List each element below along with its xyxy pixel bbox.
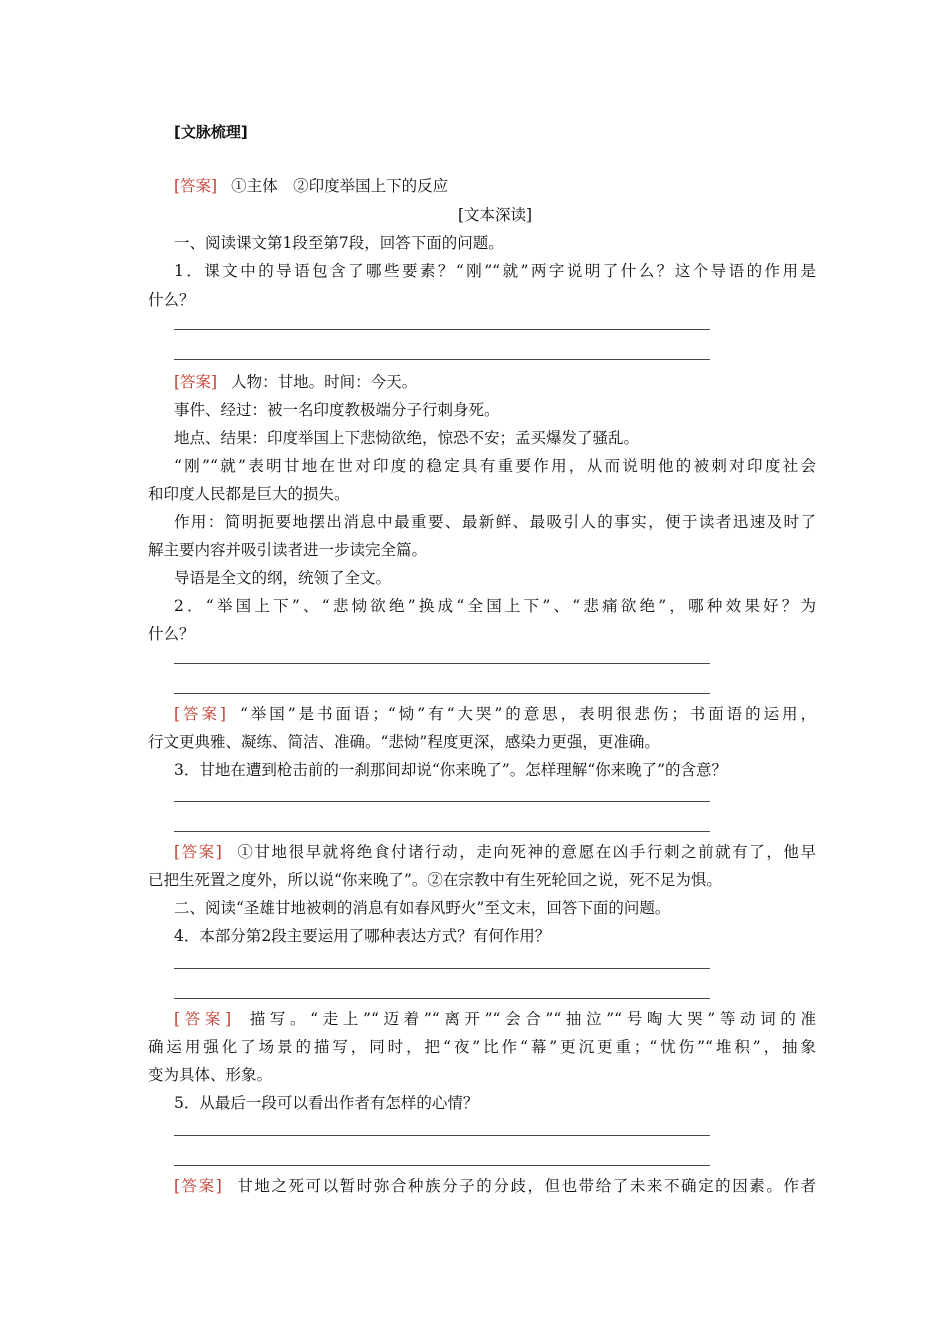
answer-4-line-1 [174,1005,816,1033]
answer-blank-line [174,831,710,832]
answer-4-line-3: 变为具体、形象。 [148,1066,273,1084]
answer-1-line-7: 解主要内容并吸引读者进一步读完全篇。 [148,541,428,559]
answer-5-text: 甘地之死可以暂时弥合种族分子的分歧，但也带给了未来不确定的因素。作者 [235,1177,816,1195]
answer-blank-line [174,693,710,694]
answer-label: [答案] [174,1010,232,1028]
answer-label: [答案] [174,843,222,861]
answer-1-line-4: “刚”“就”表明甘地在世对印度的稳定具有重要作用，从而说明他的被刺对印度社会 [174,457,816,475]
question-2-line-1: 2．“举国上下”、“悲恸欲绝”换成“全国上下”、“悲痛欲绝”，哪种效果好？为 [174,597,816,615]
answer-1-line-3: 地点、结果：印度举国上下悲恸欲绝，惊恐不安；孟买爆发了骚乱。 [174,429,640,447]
question-2-line-2: 什么？ [148,625,195,643]
answer-blank-line [174,998,710,999]
question-5-line-1: 5．从最后一段可以看出作者有怎样的心情？ [174,1094,479,1112]
answer-4-line-2: 确运用强化了场景的描写，同时，把“夜”比作“幕”更沉更重；“忧伤”“堆积”，抽象 [148,1038,816,1056]
answer-3-line-2: 已把生死置之度外，所以说“你来晚了”。②在宗教中有生死轮回之说，死不足为惧。 [148,871,722,889]
question-3-line-1: 3．甘地在遭到枪击前的一刹那间却说“你来晚了”。怎样理解“你来晚了”的含意？ [174,761,728,779]
part1-heading: 一、阅读课文第1段至第7段，回答下面的问题。 [174,234,504,252]
answer-2-text: “举国”是书面语；“恸”有“大哭”的意思，表明很悲伤；书面语的运用， [239,705,816,723]
answer-1-line-8: 导语是全文的纲，统领了全文。 [174,569,392,587]
answer-2-line-2: 行文更典雅、凝练、简洁、准确。“悲恸”程度更深，感染力更强，更准确。 [148,733,660,751]
answer-1-text: 人物：甘地。时间：今天。 [231,373,418,391]
question-1-line-2: 什么？ [148,291,195,309]
answer-blank-line [174,968,710,969]
answer-blank-line [174,1165,710,1166]
answer-5-line-1 [174,1172,816,1200]
answer-blank-line [174,1135,710,1136]
answer-1-line-2: 事件、经过：被一名印度教极端分子行刺身死。 [174,401,500,419]
answer-3-text: ①甘地很早就将绝食付诸行动，走向死神的意愿在凶手行刺之前就有了，他早 [235,843,816,861]
answer-4-text: 描写。“走上”“迈着”“离开”“会合”“抽泣”“号啕大哭”等动词的准 [245,1010,816,1028]
answer-blank-line [174,359,710,360]
deep-read-title: [文本深读] [457,206,533,224]
question-1-line-1: 1．课文中的导语包含了哪些要素？“刚”“就”两字说明了什么？这个导语的作用是 [174,262,816,280]
outline-answer-line [174,172,816,200]
section-title: [文脉梳理] [174,123,248,141]
answer-blank-line [174,329,710,330]
answer-label: [答案] [174,705,226,723]
answer-1-line-1 [174,368,816,396]
answer-2-line-1 [174,700,816,728]
answer-1-line-5: 和印度人民都是巨大的损失。 [148,485,350,503]
answer-blank-line [174,663,710,664]
answer-blank-line [174,801,710,802]
outline-answer: ①主体 ②印度举国上下的反应 [231,177,449,195]
question-4-line-1: 4．本部分第2段主要运用了哪种表达方式？有何作用？ [174,927,551,945]
answer-3-line-1 [174,838,816,866]
answer-label: [答案] [174,373,218,391]
answer-1-line-6: 作用：简明扼要地摆出消息中最重要、最新鲜、最吸引人的事实，便于读者迅速及时了 [174,513,816,531]
answer-label: [答案] [174,1177,222,1195]
answer-label: [答案] [174,177,218,195]
part2-heading: 二、阅读“圣雄甘地被刺的消息有如春风野火”至文末，回答下面的问题。 [174,899,671,917]
